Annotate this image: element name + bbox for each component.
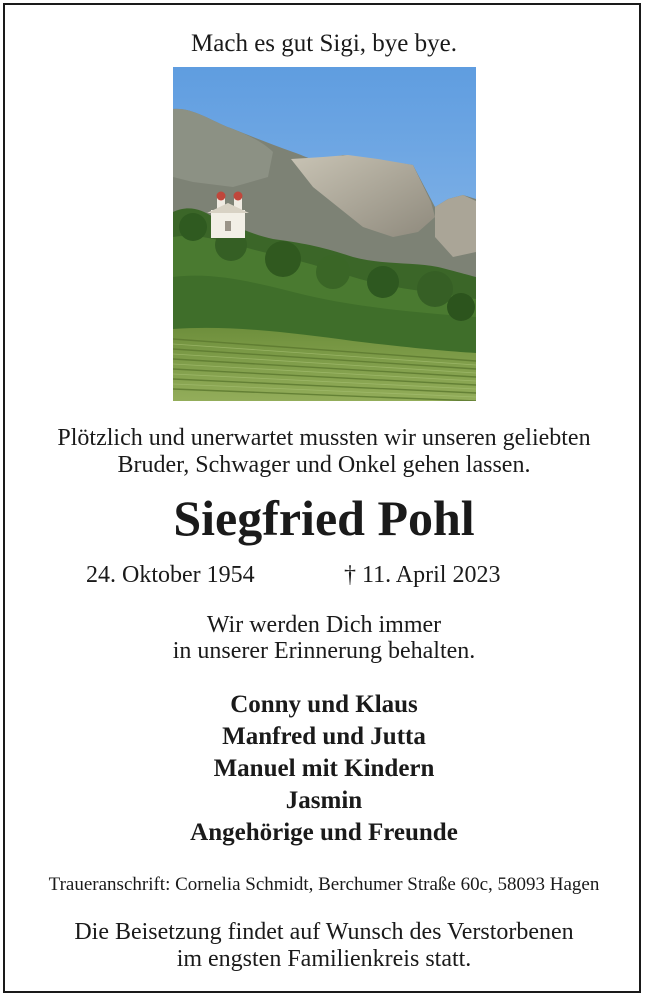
deceased-name: Siegfried Pohl — [173, 490, 475, 546]
verse-line-2: in unserer Erinnerung behalten. — [172, 638, 476, 664]
birth-date: 24. Oktober 1954 — [86, 562, 255, 588]
landscape-photo — [173, 67, 476, 401]
intro-line-2: Bruder, Schwager und Onkel gehen lassen. — [117, 452, 531, 478]
burial-note-line-2: im engsten Familienkreis statt. — [176, 946, 472, 972]
mourner-name: Conny und Klaus — [230, 691, 418, 718]
mourning-address: Traueranschrift: Cornelia Schmidt, Berchumer Straße 60c, 58093 Hagen — [48, 874, 600, 895]
burial-note-line-1: Die Beisetzung findet auf Wunsch des Verstorbenen — [74, 919, 574, 945]
mourner-name: Manuel mit Kindern — [213, 755, 435, 782]
headline: Mach es gut Sigi, bye bye. — [191, 30, 457, 57]
mourner-name: Jasmin — [285, 787, 363, 814]
verse-line-1: Wir werden Dich immer — [206, 612, 442, 638]
mourner-name: Manfred und Jutta — [222, 723, 426, 750]
mourner-name: Angehörige und Freunde — [190, 819, 458, 846]
intro-line-1: Plötzlich und unerwartet mussten wir unseren geliebten — [57, 425, 591, 451]
death-date: † 11. April 2023 — [344, 562, 501, 588]
